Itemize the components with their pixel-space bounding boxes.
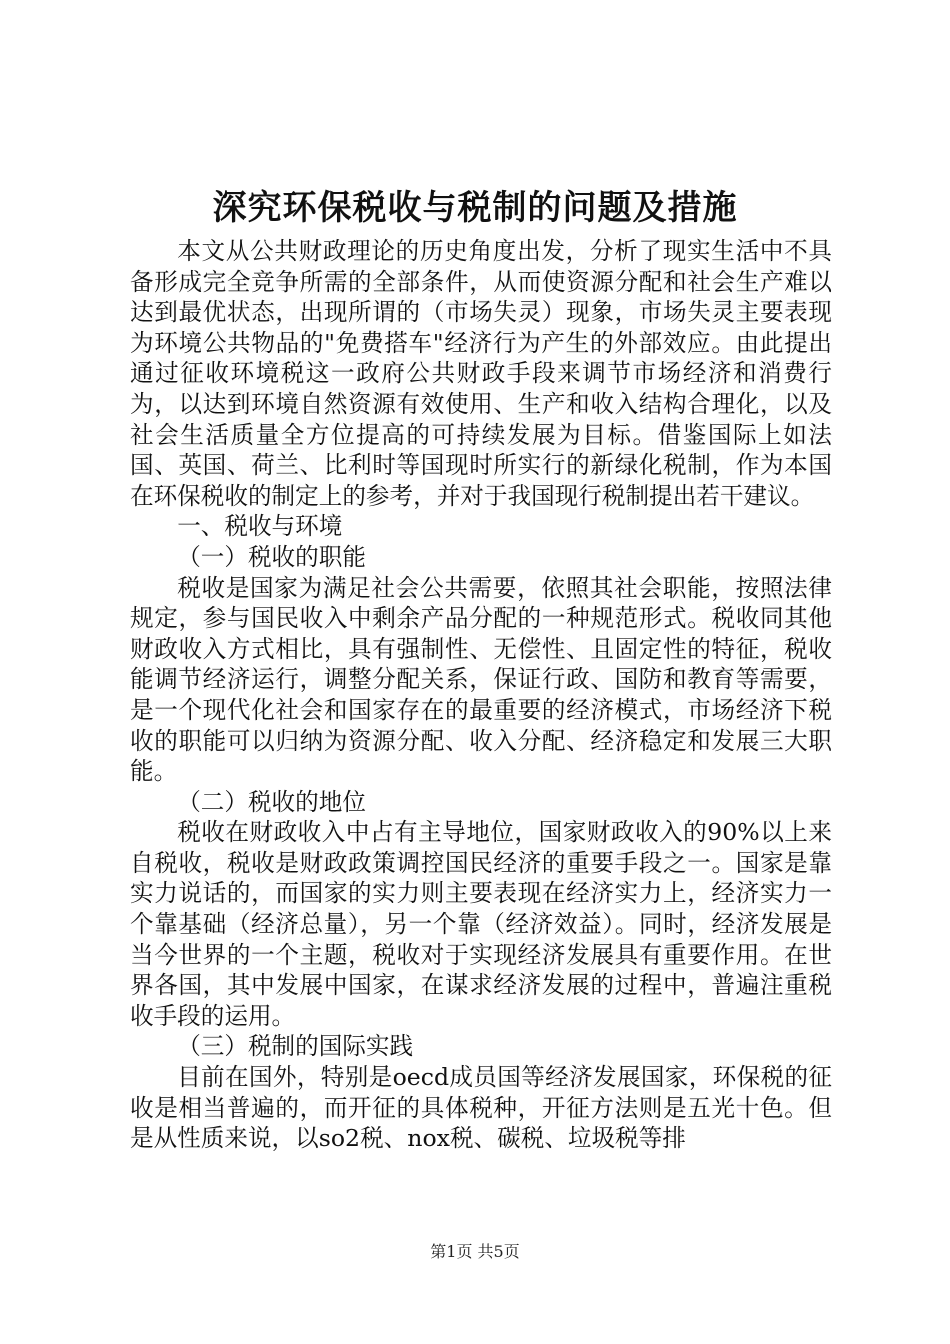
subsection-heading-1: （一）税收的职能 xyxy=(177,542,366,571)
paragraph-international-practice: 目前在国外，特别是oecd成员国等经济发展国家，环保税的征收是相当普遍的，而开征的具体税种，开征方法则是五光十色。但是从性质来说，以so2税、nox税、碳税、垃圾税等排 xyxy=(130,1063,832,1153)
document-title: 深究环保税收与税制的问题及措施 xyxy=(212,188,738,228)
section-heading-1: 一、税收与环境 xyxy=(177,512,343,541)
paragraph-tax-functions: 税收是国家为满足社会公共需要，依照其社会职能，按照法律规定，参与国民收入中剩余产品分配的一种规范形式。税收同其他财政收入方式相比，具有强制性、无偿性、且固定性的特征，税收能调节经济运行，调整分配关系，保证行政、国防和教育等需要，是一个现代化社会和国家存在的最重要的经济模式，市场经济下税收的职能可以归纳为资源分配、收入分配、经济稳定和发展三大职能。 xyxy=(130,573,832,786)
paragraph-tax-status: 税收在财政收入中占有主导地位，国家财政收入的90%以上来自税收，税收是财政政策调控国民经济的重要手段之一。国家是靠实力说话的，而国家的实力则主要表现在经济实力上，经济实力一个靠基础（经济总量），另一个靠（经济效益）。同时，经济发展是当今世界的一个主题，税收对于实现经济发展具有重要作用。在世界各国，其中发展中国家，在谋求经济发展的过程中，普遍注重税收手段的运用。 xyxy=(130,818,832,1030)
subsection-heading-2: （二）税收的地位 xyxy=(177,787,366,816)
document-body xyxy=(130,236,832,1154)
abstract-paragraph: 本文从公共财政理论的历史角度出发，分析了现实生活中不具备形成完全竞争所需的全部条件，从而使资源分配和社会生产难以达到最优状态，出现所谓的（市场失灵）现象，市场失灵主要表现为环境公共物品的"免费搭车"经济行为产生的外部效应。由此提出通过征收环境税这一政府公共财政手段来调节市场经济和消费行为，以达到环境自然资源有效使用、生产和收入结构合理化，以及社会生活质量全方位提高的可持续发展为目标。借鉴国际上如法国、英国、荷兰、比利时等国现时所实行的新绿化税制，作为本国在环保税收的制定上的参考，并对于我国现行税制提出若干建议。 xyxy=(130,237,832,510)
subsection-heading-3: （三）税制的国际实践 xyxy=(177,1032,414,1061)
page-number-footer: 第1页 共5页 xyxy=(430,1242,520,1261)
